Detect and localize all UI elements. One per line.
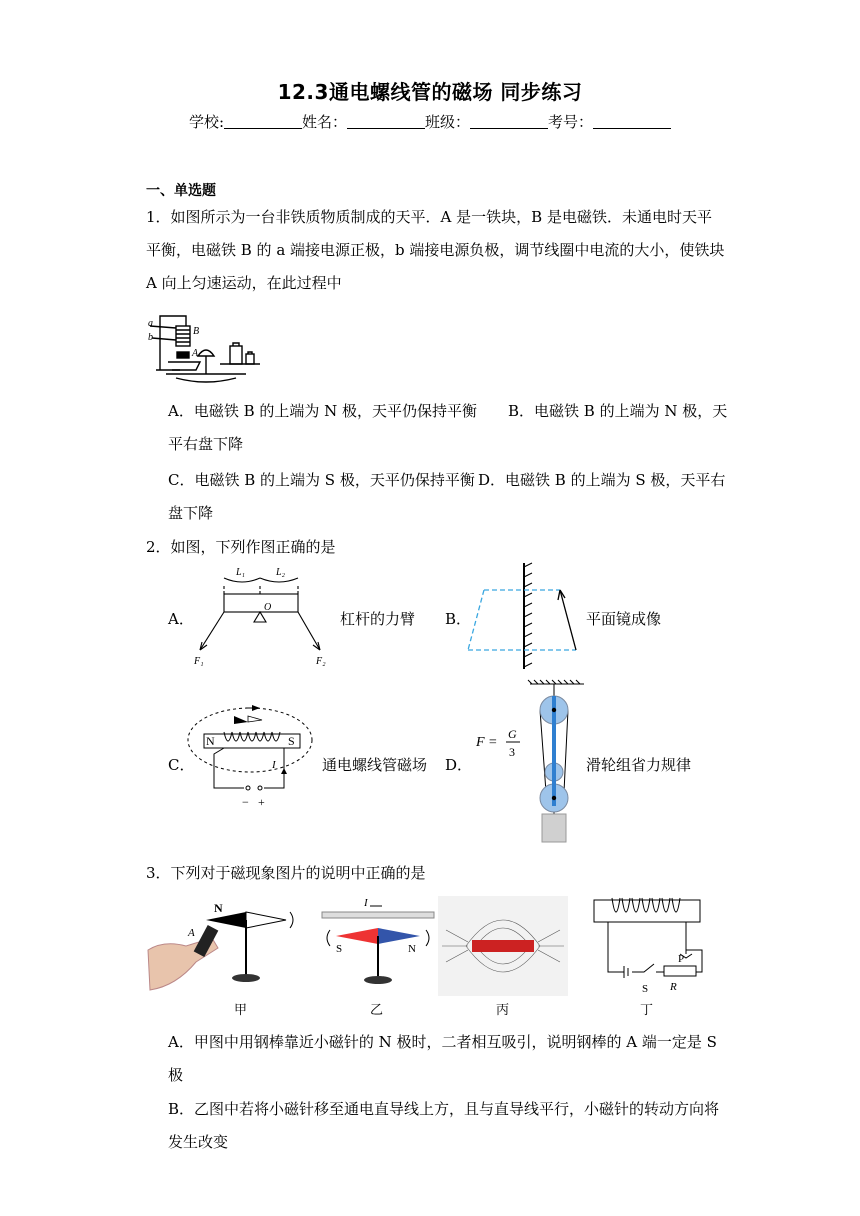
school-blank[interactable] — [224, 114, 302, 129]
q3-ding-label-R: R — [670, 981, 677, 993]
q1-stem-line-2: 平衡，电磁铁 B 的 a 端接电源正极，b 端接电源负极，调节线圈中电流的大小，使铁块 — [146, 241, 725, 259]
q2d-label-F: F = — [476, 735, 498, 750]
q3-option-a-line-1[interactable]: A．甲图中用钢棒靠近小磁针的 N 极时，二者相互吸引，说明钢棒的 A 端一定是 S — [168, 1033, 717, 1051]
q1-label-A: A — [192, 348, 199, 359]
q1-stem-line-1: 1．如图所示为一台非铁质物质制成的天平．A 是一铁块，B 是电磁铁．未通电时天平 — [146, 208, 712, 226]
q1-option-d-line-2: 盘下降 — [168, 504, 214, 522]
q2-option-a-caption: 杠杆的力臂 — [340, 610, 416, 628]
q3-caption-jia: 甲 — [234, 1002, 248, 1017]
q3-option-b-line-1[interactable]: B．乙图中若将小磁针移至通电直导线上方，且与直导线平行，小磁针的转动方向将 — [168, 1100, 720, 1118]
q1-label-B: B — [193, 326, 200, 337]
q1-option-c[interactable]: C．电磁铁 B 的上端为 S 极，天平仍保持平衡 — [168, 471, 475, 489]
q3-ding-label-S: S — [642, 983, 649, 995]
q1-option-a[interactable]: A．电磁铁 B 的上端为 N 极，天平仍保持平衡 — [168, 402, 478, 420]
q2a-label-L2: L₂ — [276, 567, 286, 578]
q3-figure-jia — [148, 912, 293, 990]
q2a-label-F1: F₁ — [194, 656, 204, 667]
class-blank[interactable] — [470, 114, 548, 129]
q3-caption-bing: 丙 — [496, 1002, 510, 1017]
q2-stem: 2．如图，下列作图正确的是 — [146, 538, 336, 556]
q2d-label-G: G — [508, 727, 517, 741]
q1-option-b-line-2: 平右盘下降 — [168, 435, 244, 453]
name-label: 姓名： — [302, 113, 348, 131]
q3-figure-ding — [594, 898, 702, 978]
q3-stem: 3．下列对于磁现象图片的说明中正确的是 — [146, 864, 426, 882]
q2a-label-L1: L₁ — [236, 567, 246, 578]
q2-option-c-letter[interactable]: C． — [168, 756, 195, 774]
q1-label-a: a — [148, 318, 153, 329]
class-label: 班级： — [425, 113, 471, 131]
q3-option-a-line-2: 极 — [168, 1066, 184, 1084]
school-label: 学校: — [188, 113, 224, 131]
q2c-label-S: S — [288, 734, 295, 748]
q2-option-a-letter[interactable]: A． — [168, 610, 194, 628]
q2-lever-figure — [190, 564, 326, 668]
student-info-line — [0, 111, 860, 132]
q2-option-c-caption: 通电螺线管磁场 — [322, 756, 428, 774]
q1-option-b-line-1[interactable]: B．电磁铁 B 的上端为 N 极，天 — [508, 402, 728, 420]
q1-option-d-line-1[interactable]: D．电磁铁 B 的上端为 S 极，天平右 — [478, 471, 726, 489]
exam-no-label: 考号： — [548, 113, 594, 131]
page-title: 12.3通电螺线管的磁场 同步练习 — [277, 80, 583, 104]
q2-mirror-figure — [466, 563, 586, 669]
q2-option-b-caption: 平面镜成像 — [586, 610, 662, 628]
q2-option-b-letter[interactable]: B． — [445, 610, 472, 628]
q2c-label-plus: + — [258, 795, 265, 809]
q3-yi-label-N: N — [408, 943, 416, 955]
q1-balance-figure — [146, 306, 274, 388]
q2d-label-den: 3 — [509, 745, 515, 759]
q3-figures — [146, 890, 712, 1018]
q1-label-b: b — [148, 332, 153, 343]
q2-solenoid-figure — [186, 698, 320, 822]
q3-yi-label-I: I — [364, 897, 368, 909]
q2-pulley-figure — [470, 680, 590, 848]
q2c-label-N: N — [206, 734, 215, 748]
q3-caption-yi: 乙 — [370, 1002, 384, 1017]
q3-caption-ding: 丁 — [640, 1002, 654, 1017]
q3-figure-bing — [438, 896, 568, 996]
q2c-label-I: I — [272, 759, 276, 771]
q2a-label-O: O — [264, 602, 272, 613]
q3-option-b-line-2: 发生改变 — [168, 1133, 229, 1151]
q3-yi-label-S: S — [336, 943, 343, 955]
q2-option-d-caption: 滑轮组省力规律 — [586, 756, 692, 774]
q1-stem-line-3: A 向上匀速运动，在此过程中 — [146, 274, 342, 292]
q2-option-d-letter[interactable]: D． — [445, 756, 473, 774]
exam-no-blank[interactable] — [593, 114, 671, 129]
name-blank[interactable] — [347, 114, 425, 129]
q3-jia-label-N: N — [214, 901, 223, 915]
section-title: 一、单选题 — [146, 183, 216, 199]
q2c-label-minus: − — [242, 795, 249, 809]
q3-jia-label-A: A — [188, 927, 195, 939]
q3-ding-label-P: P — [678, 953, 685, 965]
q2a-label-F2: F₂ — [316, 656, 326, 667]
